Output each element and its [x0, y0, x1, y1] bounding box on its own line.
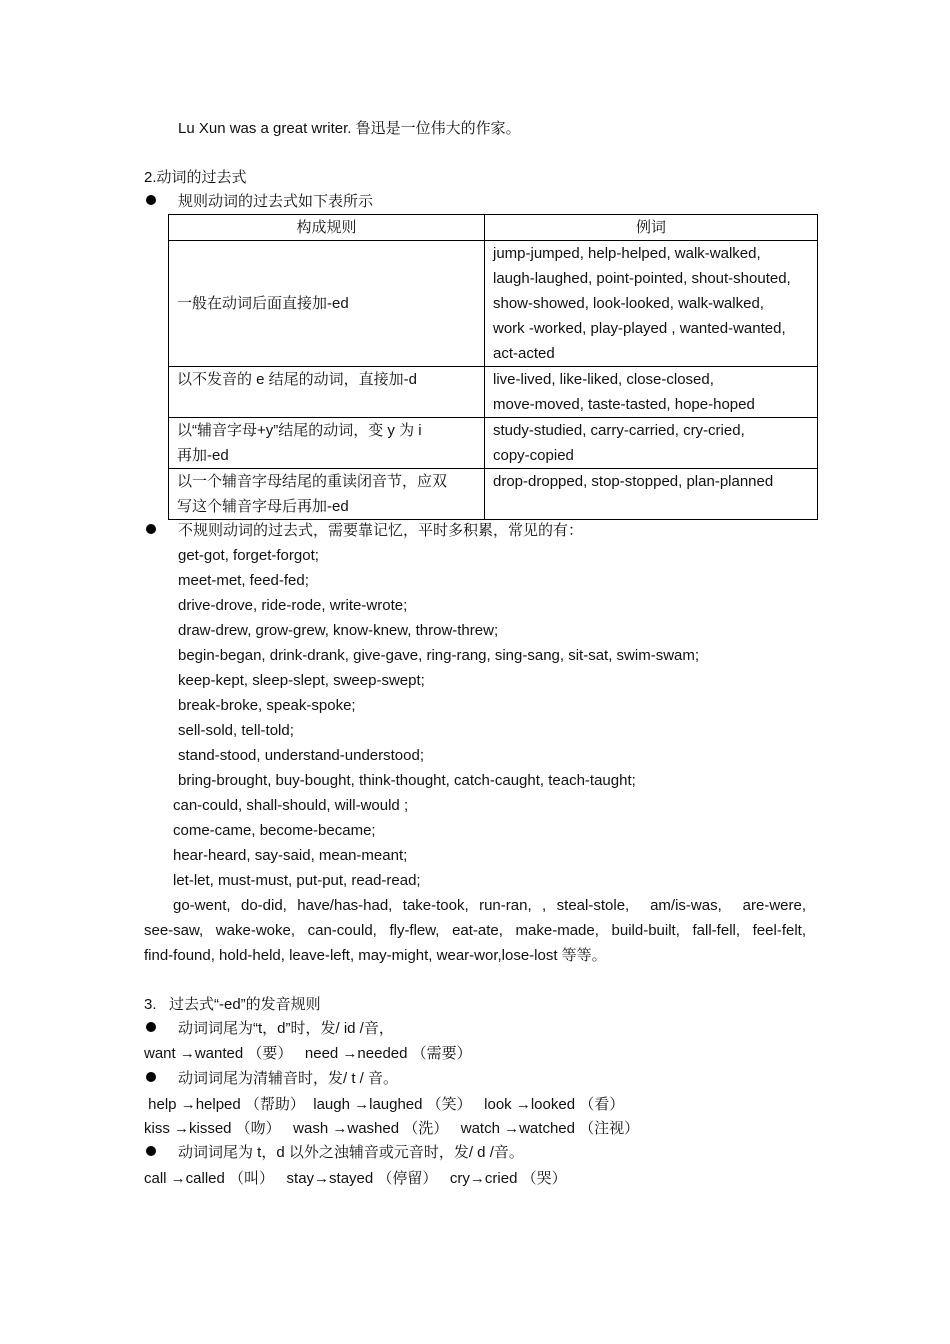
pronunciation-example: kiss →kissed （吻） wash →washed （洗） watch →watched （注视）	[144, 1120, 640, 1137]
irregular-line: draw-drew, grow-grew, know-knew, throw-threw;	[178, 622, 499, 639]
irregular-line: keep-kept, sleep-slept, sweep-swept;	[178, 672, 425, 689]
irregular-line: let-let, must-must, put-put, read-read;	[173, 872, 421, 889]
column-header-examples: 例词	[485, 215, 818, 241]
table-row	[169, 418, 818, 469]
pronunciation-example: help →helped （帮助） laugh →laughed （笑） look →looked （看）	[144, 1096, 625, 1113]
table-row	[169, 241, 818, 367]
irregular-line: sell-sold, tell-told;	[178, 722, 294, 739]
table-row	[169, 469, 818, 520]
irregular-paragraph-line: find-found, hold-held, leave-left, may-might, wear-wor,lose-lost 等等。	[144, 947, 607, 964]
irregular-line: get-got, forget-forgot;	[178, 547, 319, 564]
example-sentence: Lu Xun was a great writer. 鲁迅是一位伟大的作家。	[178, 120, 521, 137]
irregular-line: bring-brought, buy-bought, think-thought, catch-caught, teach-taught;	[178, 772, 636, 789]
irregular-line: meet-met, feed-fed;	[178, 572, 309, 589]
irregular-line: hear-heard, say-said, mean-meant;	[173, 847, 408, 864]
rule-cell: 以一个辅音字母结尾的重读闭音节，应双 写这个辅音字母后再加-ed	[169, 469, 485, 520]
rule-cell: 以不发音的 e 结尾的动词，直接加-d	[169, 367, 485, 418]
bullet-icon	[146, 1072, 156, 1082]
irregular-paragraph-line: see-saw, wake-woke, can-could, fly-flew, eat-ate, make-made, build-built, fall-fell, feel-felt,	[144, 922, 806, 939]
examples-cell: drop-dropped, stop-stopped, plan-planned	[485, 469, 818, 520]
examples-cell: live-lived, like-liked, close-closed, move-moved, taste-tasted, hope-hoped	[485, 367, 818, 418]
bullet-icon	[146, 1146, 156, 1156]
pronunciation-example: call →called （叫） stay→stayed （停留） cry→cried （哭）	[144, 1170, 567, 1187]
examples-cell: jump-jumped, help-helped, walk-walked, laugh-laughed, point-pointed, shout-shouted, show-showed, look-looked, walk-walked, work -worked, play-played , wanted-wanted, act-acted	[485, 241, 818, 367]
bullet-icon	[146, 1022, 156, 1032]
pronunciation-rule-t: 动词词尾为清辅音时，发/ t / 音。	[178, 1070, 399, 1087]
rule-cell: 一般在动词后面直接加-ed	[169, 241, 485, 367]
table-header-row	[169, 215, 818, 241]
section-heading-past-tense: 2.动词的过去式	[144, 169, 247, 186]
bullet-regular-verbs: 规则动词的过去式如下表所示	[178, 193, 374, 210]
irregular-line: stand-stood, understand-understood;	[178, 747, 424, 764]
irregular-line: can-could, shall-should, will-would ;	[173, 797, 409, 814]
pronunciation-example: want →wanted （要） need →needed （需要）	[144, 1045, 472, 1062]
regular-verbs-table	[168, 214, 818, 520]
irregular-line: come-came, become-became;	[173, 822, 376, 839]
section-heading-pronunciation: 3. 过去式“-ed”的发音规则	[144, 996, 321, 1013]
irregular-paragraph-line: go-went, do-did, have/has-had, take-took, run-ran, , steal-stole, am/is-was, are-were,	[173, 897, 806, 914]
irregular-line: begin-began, drink-drank, give-gave, ring-rang, sing-sang, sit-sat, swim-swam;	[178, 647, 700, 664]
pronunciation-rule-d: 动词词尾为 t，d 以外之浊辅音或元音时，发/ d /音。	[178, 1144, 524, 1161]
rule-cell: 以“辅音字母+y”结尾的动词，变 y 为 i 再加-ed	[169, 418, 485, 469]
bullet-irregular-verbs: 不规则动词的过去式，需要靠记忆，平时多积累，常见的有：	[178, 522, 584, 539]
bullet-icon	[146, 195, 156, 205]
table-row	[169, 367, 818, 418]
column-header-rule: 构成规则	[169, 215, 485, 241]
pronunciation-rule-id: 动词词尾为“t，d”时，发/ id /音，	[178, 1020, 394, 1037]
irregular-line: break-broke, speak-spoke;	[178, 697, 356, 714]
irregular-line: drive-drove, ride-rode, write-wrote;	[178, 597, 408, 614]
examples-cell: study-studied, carry-carried, cry-cried, copy-copied	[485, 418, 818, 469]
bullet-icon	[146, 524, 156, 534]
